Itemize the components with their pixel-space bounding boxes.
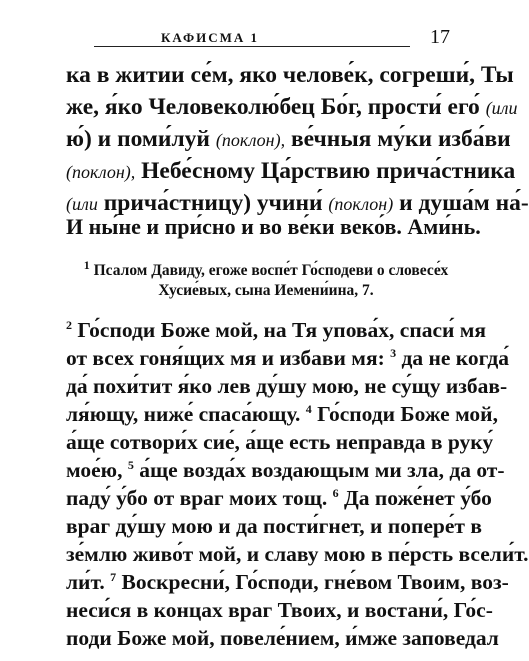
header-rule [94,46,410,47]
psalm-line [66,401,498,427]
page-number: 17 [430,26,450,48]
psalm-text-span: Го́споди Боже мой, на Тя упова́х, спаси́ мя [77,318,487,342]
psalm-line [66,514,482,539]
psalm-text-span: Го́споди Боже мой, [317,402,498,426]
superscription-text: Хусие́вых, сына Иемени́ина, 7. [158,282,374,299]
psalm-line [66,569,509,595]
psalm-text-span: а́ще сотвори́х сие́, а́ще есть неправда в руку́ [66,430,494,454]
prayer-line [66,158,516,185]
prayer-text-span: Небе́сному Ца́рствию прича́стника [141,158,516,184]
prayer-text-span: же, я́ко Человеколю́бец Бо́г, прости́ его́ [66,94,480,120]
prayer-line [66,94,518,121]
rubric-note: (или [485,98,518,118]
psalm-text-span: враг ду́шу мою и да пости́гнет, и попере́т в [66,514,482,538]
psalm-line [66,626,499,651]
verse-number: 7 [110,569,117,584]
prayer-line [66,126,511,153]
verse-number: 4 [305,401,312,416]
psalm-text-span: а́ще возда́х воздающым ми зла, да от- [139,458,505,482]
prayer-line [66,62,514,89]
rubric-note: (поклон) [328,194,394,214]
prayer-text-span: и поми́луй [97,126,210,152]
rubric-note: (или [66,194,98,214]
psalm-text-span: да не когда́ [401,346,509,370]
psalm-line [66,598,493,623]
prayer-text-span: ка в житии се́м, яко челове́к, согреши́, Ты [66,62,514,88]
psalm-text-span: мое́ю, [66,458,123,482]
rubric-note: (поклон), [215,130,286,150]
psalm-text-span: да́ похи́тит я́ко лев ду́шу мою, не су́щу избав- [66,374,508,398]
psalm-line [66,317,487,343]
psalm-line [66,345,509,371]
verse-number: 3 [390,345,397,360]
verse-number: 2 [66,317,72,332]
verse-number: 1 [83,257,90,272]
psalm-line [66,374,508,399]
psalm-line [66,485,492,511]
verse-number: 5 [127,457,134,472]
psalm-text-span: от всех гоня́щих мя и избави мя: [66,346,385,370]
prayer-line [66,190,529,217]
psalm-text-span: поди Боже мой, повеле́нием, и́мже заповедал [66,626,499,650]
prayer-text-span: прича́стницу) [103,190,252,216]
psalm-line [66,457,505,483]
verse-number: 6 [332,485,339,500]
prayer-text-span: и душа́м на́- [399,190,529,216]
prayer-text-span: ве́чныя му́ки изба́ви [290,126,511,152]
superscription-line [66,282,466,300]
superscription-line [66,257,466,280]
prayer-text-span: учини́ [256,190,323,216]
psalm-text-span: Воскресни́, Го́споди, гне́вом Твоим, воз- [121,570,509,594]
psalm-line [66,430,494,455]
psalm-text-span: ли́т. [66,570,105,594]
rubric-note: (поклон), [66,162,136,182]
psalm-text-span: ля́ющу, ниже́ спаса́ющу. [66,402,301,426]
running-title: КАФИСМА 1 [160,30,260,45]
psalm-text-span: паду́ у́бо от враг моих тощ. [66,486,328,510]
prayer-text-span: ю́) [66,126,92,152]
psalm-line [66,542,529,567]
psalm-text-span: зе́млю живо́т мой, и славу мою в пе́рсть всели́т. [66,542,529,566]
page-header [0,0,500,50]
psalm-text-span: неси́ся в концах враг Твоих, и востани́, Го́с- [66,598,493,622]
psalm-text-span: Да поже́нет у́бо [343,486,492,510]
doxology: И ны́не и при́сно и во ве́ки веко́в. Ами́нь. [66,214,481,239]
superscription-text: Псалом Давиду, егоже воспе́т Го́сподеви о словесе́х [93,262,449,279]
